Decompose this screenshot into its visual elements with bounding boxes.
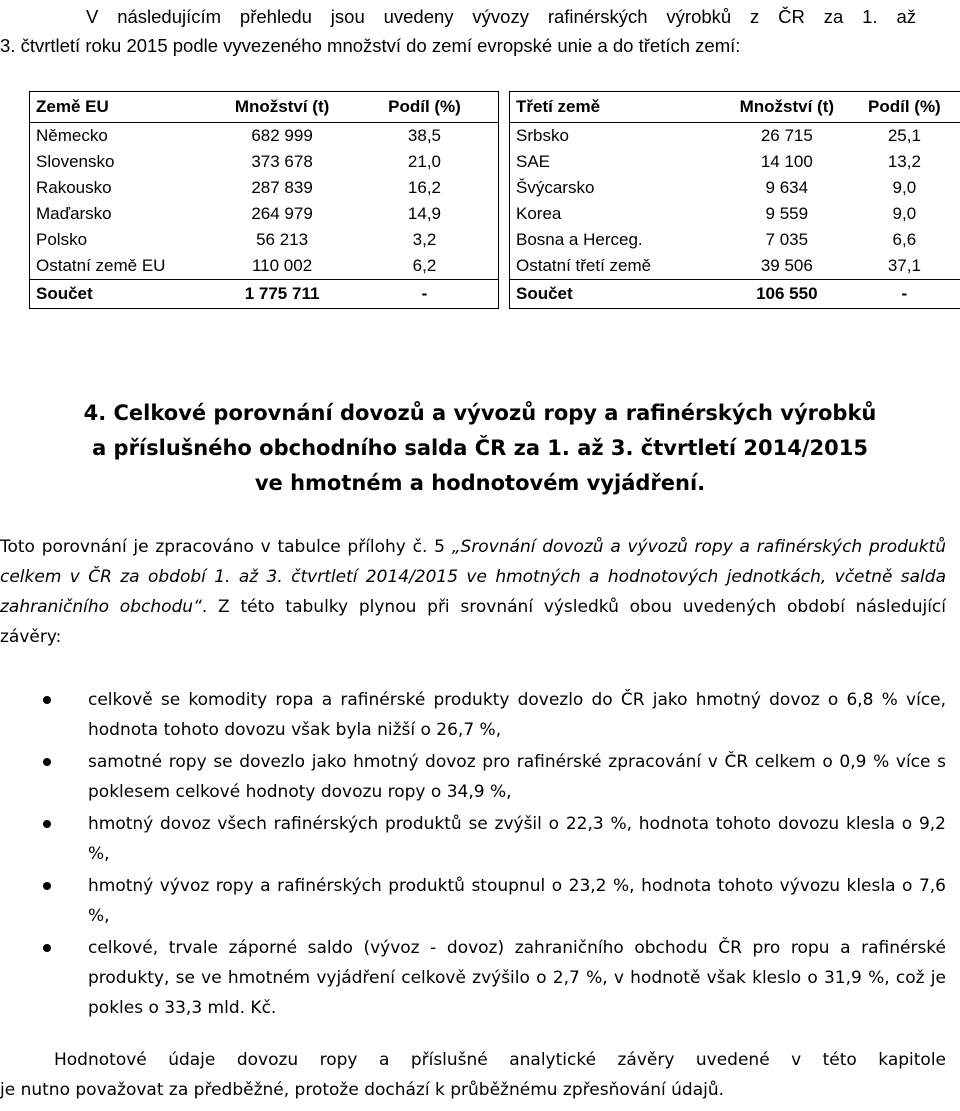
list-item: [0, 747, 946, 807]
total-cell: -: [849, 280, 960, 309]
share-cell: 38,5: [407, 126, 442, 145]
country-cell: Polsko: [36, 230, 88, 249]
quantity-cell: 7 035: [765, 230, 809, 249]
column-header: Množství (t): [725, 92, 849, 123]
table-row: [510, 123, 960, 150]
country-cell: Rakousko: [36, 178, 112, 197]
country-cell: Bosna a Herceg.: [516, 230, 643, 249]
list-item-text: hmotný dovoz všech rafinérských produktů se zvýšil o 22,3 %, hodnota tohoto dovozu klesla o 9,2 %,: [88, 814, 946, 864]
section-heading: [0, 396, 960, 501]
total-cell: 106 550: [725, 280, 849, 309]
share-cell: 21,0: [407, 152, 442, 171]
table-row: [30, 175, 499, 201]
table-row: [30, 123, 499, 150]
table-total-row: [30, 280, 499, 309]
eu-exports-table: [29, 91, 499, 309]
closing-paragraph: [0, 1045, 946, 1105]
bullet-icon: [43, 696, 51, 704]
closing-line-2: je nutno považovat za předběžné, protože dochází k průběžnému zpřesňování údajů.: [0, 1080, 725, 1100]
table-total-row: [510, 280, 960, 309]
table-row: [510, 227, 960, 253]
total-cell: Součet: [510, 280, 725, 309]
closing-line-1: Hodnotové údaje dovozu ropy a příslušné analytické závěry uvedené v této kapitole: [54, 1050, 946, 1070]
heading-line-2: a příslušného obchodního salda ČR za 1. až 3. čtvrtletí 2014/2015: [92, 436, 868, 460]
table-row: [30, 227, 499, 253]
bullet-icon: [43, 820, 51, 828]
table-header-row: [510, 92, 960, 123]
share-cell: 6,2: [412, 256, 437, 275]
table-row: [30, 201, 499, 227]
share-cell: 25,1: [887, 126, 921, 145]
table-row: [510, 149, 960, 175]
share-cell: 9,0: [892, 204, 917, 223]
quantity-cell: 9 634: [765, 178, 809, 197]
share-cell: 3,2: [412, 230, 437, 249]
quantity-cell: 682 999: [251, 126, 313, 145]
quantity-cell: 14 100: [760, 152, 813, 171]
table-row: [30, 149, 499, 175]
country-cell: Slovensko: [36, 152, 115, 171]
heading-line-1: 4. Celkové porovnání dovozů a vývozů ropy a rafinérských výrobků: [83, 401, 877, 425]
share-cell: 13,2: [887, 152, 921, 171]
table-header-row: [30, 92, 499, 123]
bullet-icon: [43, 944, 51, 952]
total-cell: 1 775 711: [213, 280, 351, 309]
intro-line-1: V následujícím přehledu jsou uvedeny vývozy rafinérských výrobků z ČR za 1. až: [86, 6, 916, 27]
quantity-cell: 56 213: [256, 230, 309, 249]
comparison-paragraph: [0, 532, 946, 652]
list-item-text: hmotný vývoz ropy a rafinérských produktů stoupnul o 23,2 %, hodnota tohoto vývozu klesla o 7,6 %,: [88, 876, 946, 926]
intro-paragraph: [0, 2, 960, 60]
country-cell: Ostatní třetí země: [516, 256, 652, 275]
quantity-cell: 9 559: [765, 204, 809, 223]
table-row: [510, 253, 960, 280]
list-item-text: celkové, trvale záporné saldo (vývoz - dovoz) zahraničního obchodu ČR pro ropu a rafinérské produkty, se ve hmotném vyjádření celkově zvýšilo o 2,7 %, v hodnotě však kleslo o 31,9 %, což je pokles o 33,3 mld. Kč.: [88, 938, 946, 1018]
intro-line-2: 3. čtvrtletí roku 2015 podle vyvezeného množství do zemí evropské unie a do třetích zemí:: [0, 35, 741, 56]
column-header: Množství (t): [213, 92, 351, 123]
third-country-exports-table: [509, 91, 960, 309]
list-item-text: samotné ropy se dovezlo jako hmotný dovoz pro rafinérské zpracování v ČR celkem o 0,9 % více s poklesem celkové hodnoty dovozu ropy o 34,9 %,: [88, 752, 946, 802]
share-cell: 9,0: [892, 178, 917, 197]
country-cell: Ostatní země EU: [36, 256, 166, 275]
total-cell: -: [351, 280, 499, 309]
list-item: [0, 933, 946, 1023]
share-cell: 6,6: [892, 230, 917, 249]
list-item: [0, 809, 946, 869]
column-header: Třetí země: [510, 92, 725, 123]
bullet-icon: [43, 882, 51, 890]
list-item: [0, 685, 946, 745]
annex-reference: „Srovnání dovozů a vývozů ropy a rafinérských produktů celkem v ČR za období 1. až 3. čtvrtletí 2014/2015 ve hmotných a hodnotových jednotkách, včetně salda zahraničního obchodu“: [0, 537, 946, 617]
paragraph-lead: Toto porovnání je zpracováno v tabulce přílohy č. 5: [0, 537, 452, 557]
country-cell: Maďarsko: [36, 204, 112, 223]
conclusions-list: [0, 685, 946, 1025]
quantity-cell: 39 506: [760, 256, 813, 275]
country-cell: Srbsko: [516, 126, 569, 145]
quantity-cell: 110 002: [251, 256, 313, 275]
column-header: Podíl (%): [351, 92, 499, 123]
quantity-cell: 373 678: [251, 152, 313, 171]
total-cell: Součet: [30, 280, 214, 309]
heading-line-3: ve hmotném a hodnotovém vyjádření.: [254, 471, 706, 495]
share-cell: 16,2: [407, 178, 442, 197]
quantity-cell: 26 715: [760, 126, 813, 145]
share-cell: 37,1: [887, 256, 921, 275]
column-header: Země EU: [30, 92, 214, 123]
table-row: [510, 201, 960, 227]
country-cell: Korea: [516, 204, 562, 223]
table-row: [510, 175, 960, 201]
table-row: [30, 253, 499, 280]
quantity-cell: 287 839: [251, 178, 313, 197]
list-item: [0, 871, 946, 931]
country-cell: SAE: [516, 152, 551, 171]
quantity-cell: 264 979: [251, 204, 313, 223]
bullet-icon: [43, 758, 51, 766]
country-cell: Švýcarsko: [516, 178, 595, 197]
list-item-text: celkově se komodity ropa a rafinérské produkty dovezlo do ČR jako hmotný dovoz o 6,8 % více, hodnota tohoto dovozu však byla nižší o 26,7 %,: [88, 690, 946, 740]
share-cell: 14,9: [407, 204, 442, 223]
column-header: Podíl (%): [849, 92, 960, 123]
paragraph-tail: . Z této tabulky plynou při srovnání výsledků obou uvedených období následující závěry:: [0, 597, 946, 647]
country-cell: Německo: [36, 126, 108, 145]
